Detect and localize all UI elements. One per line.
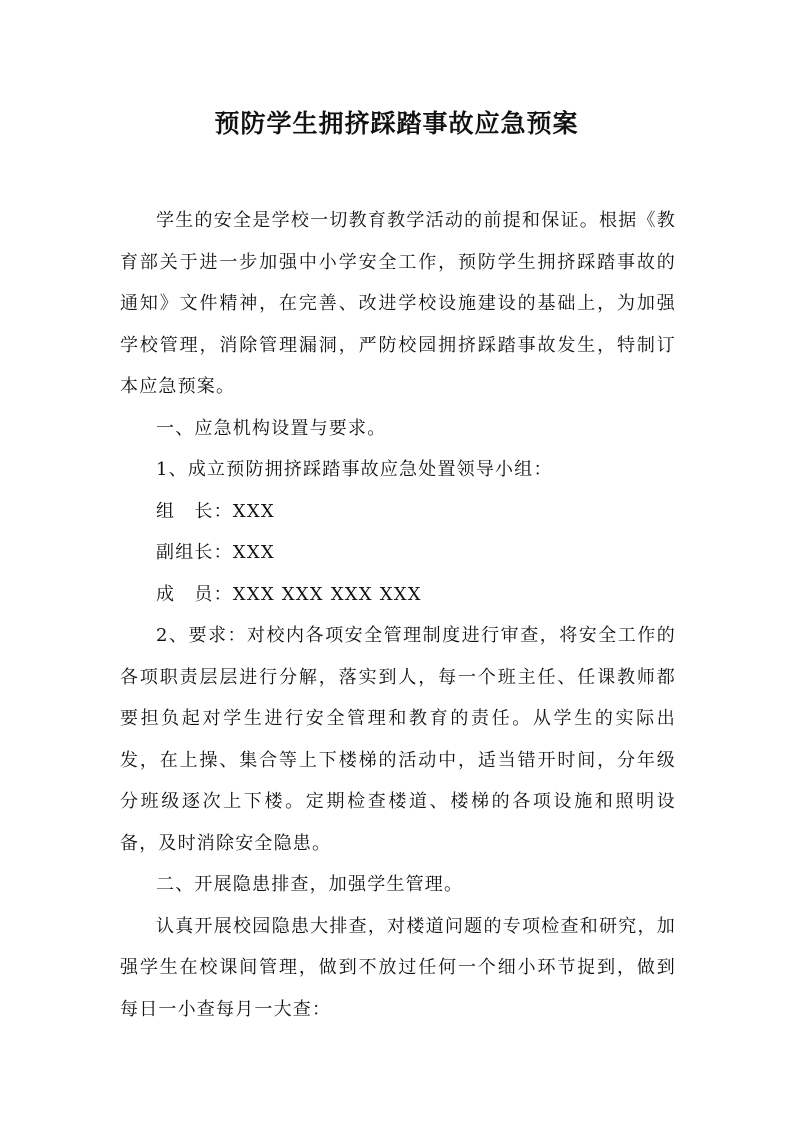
member-deputy: 副组长：XXX	[156, 542, 275, 563]
member-leader: 组 长：XXX	[156, 500, 275, 522]
paragraph-intro: 学生的安全是学校一切教育教学活动的前提和保证。根据《教育部关于进一步加强中小学安全工作，预防学生拥挤踩踏事故的通知》文件精神，在完善、改进学校设施建设的基础上，为加强学校管理，消除管理漏洞，严防校园拥挤踩踏事故发生，特制订本应急预案。	[120, 210, 676, 397]
section-heading-1: 一、应急机构设置与要求。	[156, 417, 387, 439]
list-item-2: 2、要求：对校内各项安全管理制度进行审查，将安全工作的各项职责层层进行分解，落实到人，每一个班主任、任课教师都要担负起对学生进行安全管理和教育的责任。从学生的实际出发，在上操、集合等上下楼梯的活动中，适当错开时间，分年级分班级逐次上下楼。定期检查楼道、楼梯的各项设施和照明设备，及时消除安全隐患。	[120, 625, 676, 854]
list-item-1: 1、成立预防拥挤踩踏事故应急处置领导小组：	[156, 459, 553, 480]
member-members: 成 员：XXX XXX XXX XXX	[156, 583, 422, 605]
section-heading-2: 二、开展隐患排查，加强学生管理。	[156, 874, 464, 895]
paragraph-inspection: 认真开展校园隐患大排查，对楼道问题的专项检查和研究，加强学生在校课间管理，做到不放过任何一个细小环节捉到，做到每日一小查每月一大查：	[120, 915, 676, 1020]
document-title: 预防学生拥挤踩踏事故应急预案	[214, 109, 579, 138]
document-body	[120, 200, 676, 1030]
